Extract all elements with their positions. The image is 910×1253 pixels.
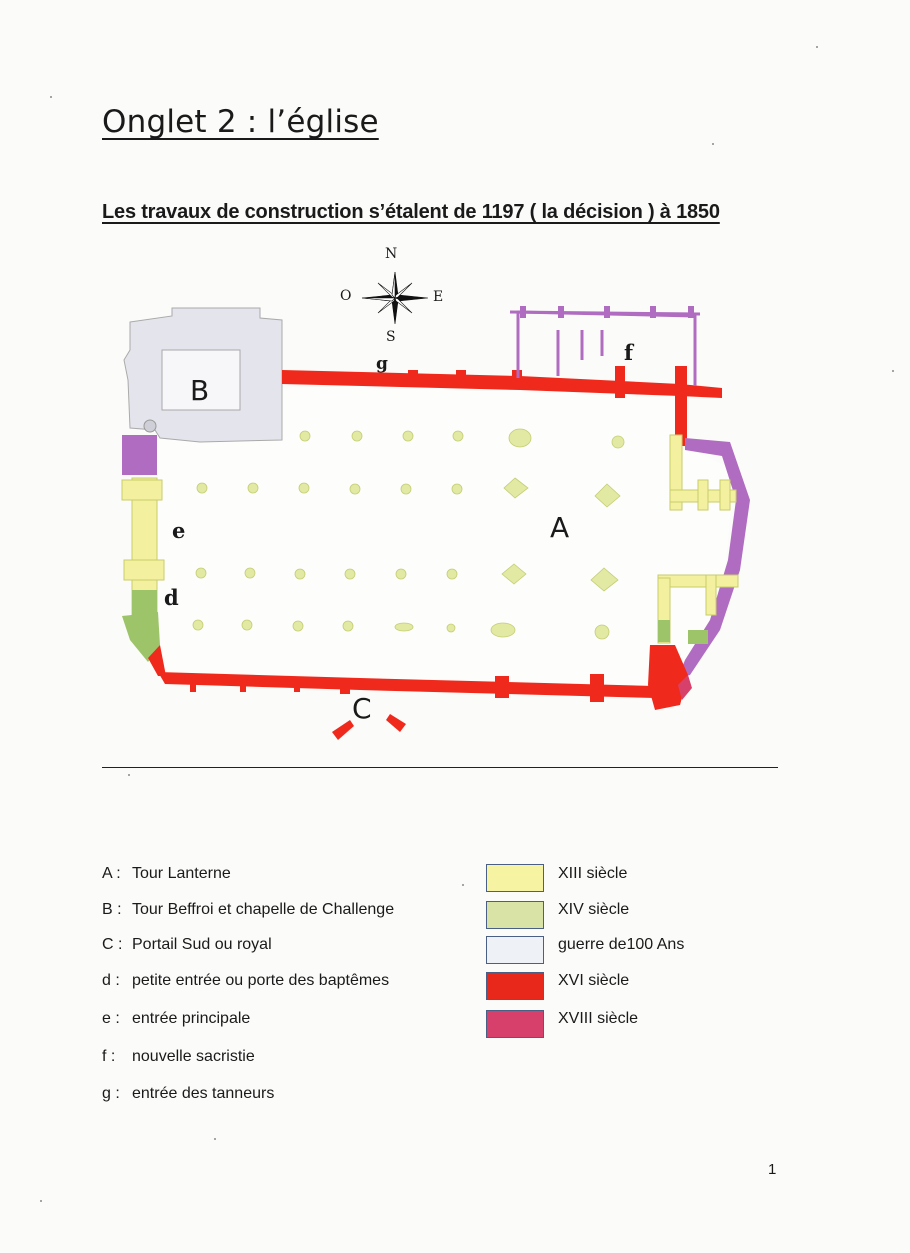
church-floor-plan <box>110 300 770 750</box>
period-swatch-xviii <box>486 1010 544 1038</box>
plan-label-g: g <box>376 354 388 374</box>
scan-speck <box>40 1200 42 1202</box>
period-swatch-guerre <box>486 936 544 964</box>
plan-label-b: B <box>190 374 210 407</box>
period-label-guerre: guerre de100 Ans <box>558 936 685 953</box>
legend-item-b: B : Tour Beffroi et chapelle de Challenge <box>102 901 395 918</box>
scan-speck <box>892 370 894 372</box>
legend-item-e: e : entrée principale <box>102 1010 251 1027</box>
plan-label-a: A <box>550 511 570 544</box>
plan-label-f: f <box>624 340 634 365</box>
compass-north-label: N <box>385 246 398 262</box>
page-title: Onglet 2 : l’église <box>102 104 379 140</box>
scan-speck <box>816 46 818 48</box>
sacristy-f <box>510 312 700 386</box>
scan-speck <box>50 96 52 98</box>
compass-south-label: S <box>386 329 396 345</box>
compass-west-label: O <box>340 288 352 304</box>
page-subtitle: Les travaux de construction s’étalent de 1197 ( la décision ) à 1850 <box>102 201 720 223</box>
period-swatch-xiii <box>486 864 544 892</box>
legend-item-f: f : nouvelle sacristie <box>102 1048 255 1065</box>
period-label-xiv: XIV siècle <box>558 901 630 918</box>
scan-speck <box>214 1138 216 1140</box>
plan-label-e: e <box>172 518 186 543</box>
period-swatch-xiv <box>486 901 544 929</box>
period-label-xiii: XIII siècle <box>558 865 628 882</box>
scan-speck <box>462 884 464 886</box>
period-label-xviii: XVIII siècle <box>558 1010 639 1027</box>
compass-east-label: E <box>433 289 444 305</box>
period-swatch-xvi <box>486 972 544 1000</box>
scan-speck <box>712 143 714 145</box>
page-number: 1 <box>768 1161 777 1178</box>
plan-label-d: d <box>164 585 179 610</box>
plan-label-c: C <box>352 692 372 725</box>
legend-item-d: d : petite entrée ou porte des baptêmes <box>102 972 390 989</box>
scan-speck <box>128 774 130 776</box>
section-divider <box>102 767 778 768</box>
legend-item-c: C : Portail Sud ou royal <box>102 936 272 953</box>
legend-item-a: A : Tour Lanterne <box>102 865 231 882</box>
legend-item-g: g : entrée des tanneurs <box>102 1085 275 1102</box>
period-label-xvi: XVI siècle <box>558 972 630 989</box>
